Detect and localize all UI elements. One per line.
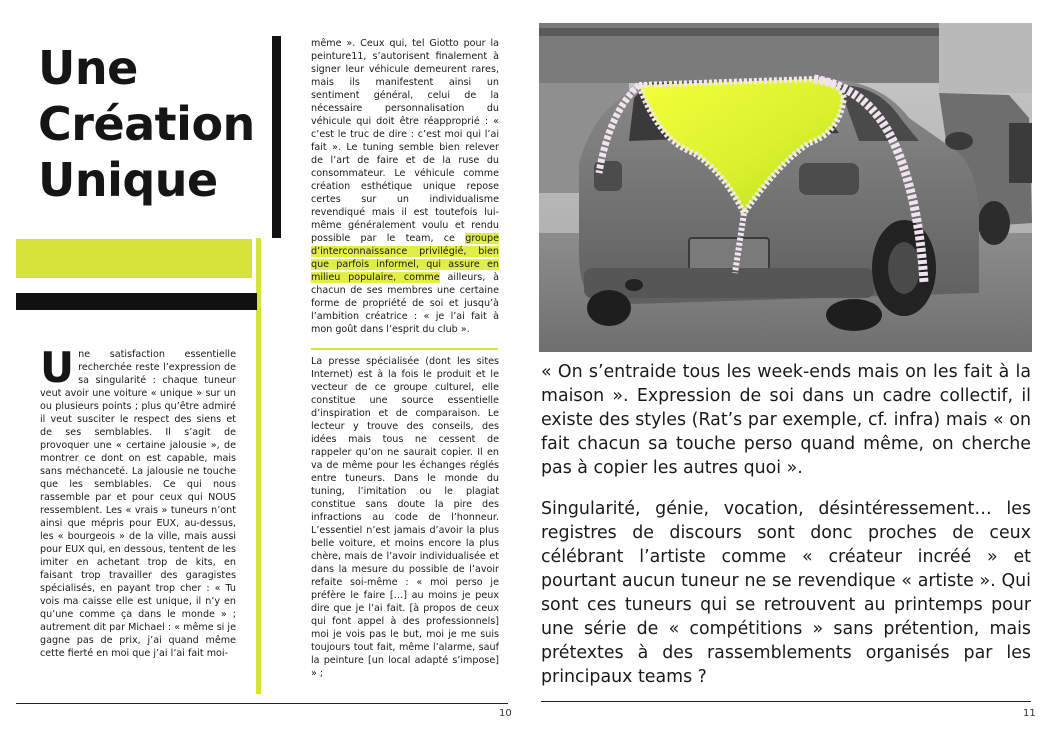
- drop-cap: U: [40, 343, 75, 392]
- title-line-1: Une: [38, 41, 138, 95]
- right-paragraph-1: « On s’entraide tous les week-ends mais on les fait à la maison ». Expression de soi dans un cadre collectif, il existe des styles (Rat’s par exemple, cf. infra) mais « on fait chacun sa touche perso quand même, on cherche pas à copier les autres quoi ».: [541, 362, 1031, 478]
- highlighted-passage: groupe d’interconnaissance privilégié, bien que parfois informel, qui assure en milieu populaire, comme: [311, 233, 499, 283]
- black-band: [16, 293, 257, 310]
- lime-band: [16, 239, 252, 278]
- page-number-right: 11: [1023, 708, 1036, 719]
- car-with-yellow-thong-photo: [539, 23, 1032, 352]
- page-number-left: 10: [499, 708, 512, 719]
- title-line-3: Unique: [38, 153, 218, 207]
- left-column-text: [40, 343, 236, 660]
- footer-rule-left: [16, 703, 508, 704]
- mid-top-text-end: ailleurs, à chacun de ses membres une certaine forme de propriété de soi et jusqu’à l’ambition créatrice : « je l’ai fait à mon goût dans l’esprit du club ».: [311, 272, 499, 335]
- chapter-title: [38, 40, 278, 208]
- middle-column-bottom-text: La presse spécialisée (dont les sites Internet) est à la fois le produit et le vecteur de ce groupe culturel, elle constitue une source essentielle d’inspiration et de comparaison. Le lecteur y trouve des conseils, des idées mais tous ne cessent de rappeler qu’on ne saurait copier. Il en va de même pour les échanges réglés entre tuneurs. Dans le monde du tuning, l’imitation ou le plagiat constitue sans doute la pire des infractions au code de l’honneur. L’essentiel n’est jamais d’avoir la plus belle voiture, et moins encore la plus chère, mais de l’avoir individualisée et dans la mesure du possible de l’avoir refaite soi-même : « moi perso je préfère le faire […] au moins je peux dire que je l’ai fait. [à propos de ceux qui font appel à des professionnels] moi je vois pas le but, moi je me suis toujours tout fait, même l’alarme, sauf la peinture [un local adapté s’impose] » ;: [311, 356, 499, 679]
- right-paragraph-2: Singularité, génie, vocation, désintéressement… les registres de discours sont donc proches de ceux célébrant l’artiste comme « créateur incréé » et pourtant aucun tuneur ne se revendique « artiste ». Qui sont ces tuneurs qui se retrouvent au printemps pour une série de « compétitions » sans prétention, mais prétextes à des rassemblements organisés par les principaux teams ?: [541, 499, 1031, 687]
- car-photo: [539, 23, 1032, 352]
- vertical-black-bar: [272, 36, 281, 238]
- footer-rule-right: [541, 701, 1031, 702]
- middle-column-top-text: [311, 37, 499, 336]
- mid-top-text-start: même ». Ceux qui, tel Giotto pour la peinture11, s’autorisent finalement à signer leur véhicule demeurent rares, mais ils manifestent ainsi un sentiment général, celui de la nécessaire personnalisation du véhicule qui doit être réapproprié : « c’est le truc de dire : c’est moi qui l’ai fait ». Le tuning semble bien relever de l’art de faire et de la ruse du consommateur. Le véhicule comme création esthétique unique repose certes sur un individualisme revendiqué mais il est toutefois lui-même généralement voulu et rendu possible par le team, ce: [311, 38, 499, 244]
- left-column-body: ne satisfaction essentielle recherchée reste l’expression de sa singularité : chaque tuneur veut avoir une voiture « unique » sur un ou plusieurs points ; plus qu’être admiré il veut susciter le respect des siens et de ses semblables. Il s’agit de provoquer une « certaine jalousie », de montrer ce dont on est capable, mais sans méchanceté. La jalousie ne touche que les semblables. Ce qui nous rassemble par et pour ceux qui NOUS ressemblent. Les « vrais » tuneurs n’ont ainsi que mépris pour EUX, au-dessus, les « bourgeois » de la ville, mais aussi pour EUX qui, en dessous, tentent de les imiter en achetant trop de kits, en faisant trop travailler des garagistes spécialisés, en payant trop cher : « Tu vois ma caisse elle est unique, il n’y en qu’une comme ça dans le monde » ; autrement dit par Michael : « même si je gagne pas de prix, j’ai quand même cette fierté en moi que j’ai l’ai fait moi-: [40, 349, 236, 659]
- column-separator: [311, 348, 498, 350]
- title-line-2: Création: [38, 97, 255, 151]
